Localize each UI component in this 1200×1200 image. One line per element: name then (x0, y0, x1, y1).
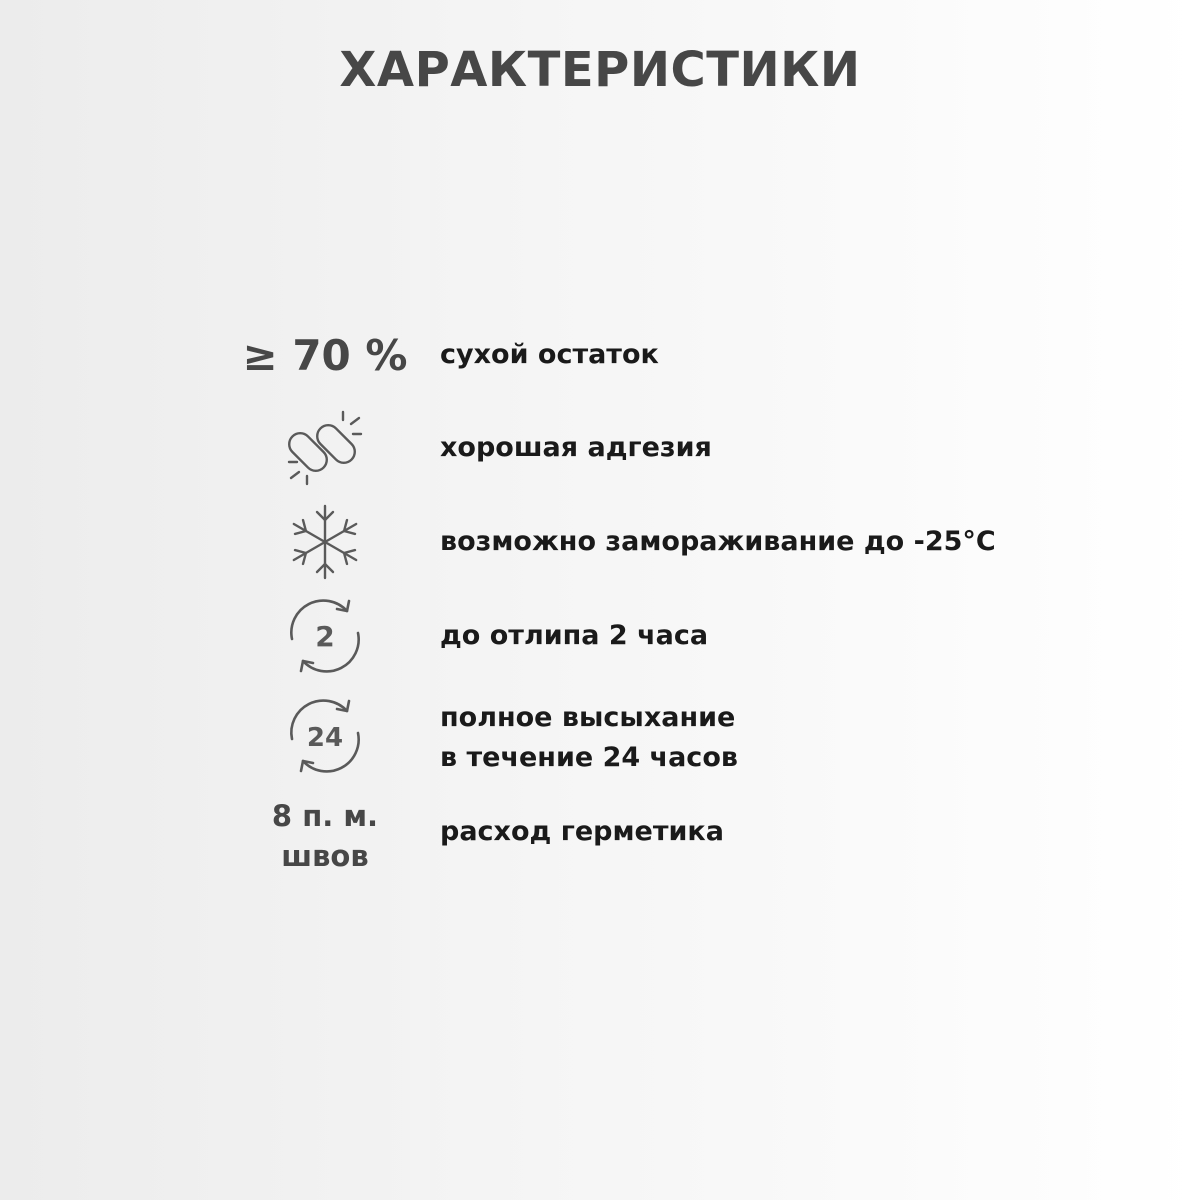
page-title: ХАРАКТЕРИСТИКИ (339, 42, 861, 98)
refresh-cycle-icon (285, 596, 365, 676)
consumption-label: расход герметика (440, 816, 724, 847)
consumption-value (240, 794, 410, 878)
feature-consumption (0, 794, 1200, 878)
dry-residue-label: сухой остаток (440, 339, 659, 370)
cycle-hours-24: 24 (306, 723, 344, 753)
feature-dry-residue (0, 328, 1200, 382)
snowflake-icon (285, 502, 365, 582)
full-drying-label-line-2: в течение 24 часов (440, 742, 738, 773)
consumption-value-line-2: швов (281, 839, 369, 873)
freezing-label: возможно замораживание до -25°C (440, 526, 996, 557)
refresh-cycle-icon (285, 696, 365, 776)
feature-adhesion (0, 408, 1200, 488)
dry-residue-value: ≥ 70 % (242, 330, 408, 380)
adhesion-label: хорошая адгезия (440, 432, 712, 463)
tack-free-label: до отлипа 2 часа (440, 620, 709, 651)
full-drying-label (440, 698, 1160, 778)
cycle-hours-2: 2 (315, 620, 335, 653)
feature-full-drying (0, 696, 1200, 776)
consumption-value-line-1: 8 п. м. (271, 799, 379, 833)
full-drying-label-line-1: полное высыхание (440, 702, 736, 733)
feature-tack-free (0, 596, 1200, 676)
chain-link-icon (285, 408, 365, 488)
feature-freezing (0, 502, 1200, 582)
